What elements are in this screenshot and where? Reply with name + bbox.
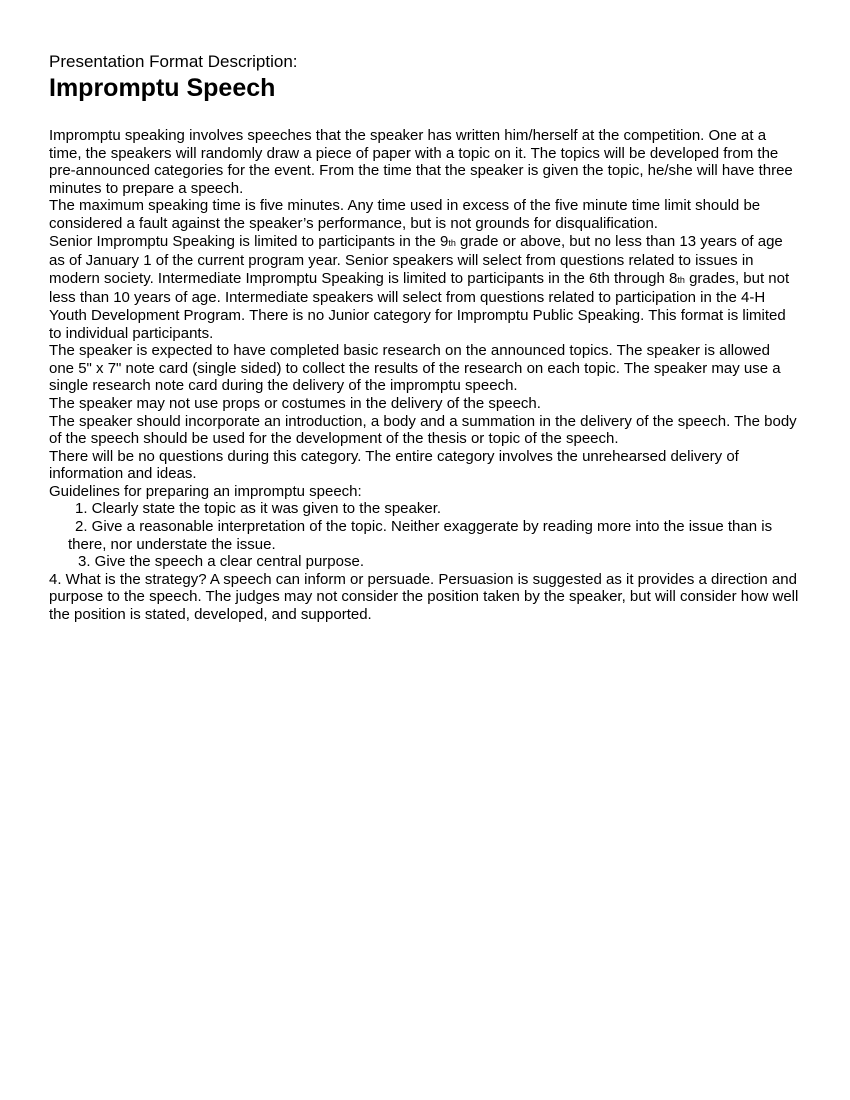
paragraph-speech-structure: The speaker should incorporate an introduction, a body and a summation in the delivery of the speech. The body of the speech should be used for the development of the thesis or topic of the speech.	[49, 412, 797, 448]
guideline-item-3: 3. Give the speech a clear central purpose.	[78, 553, 364, 571]
guideline-item-1: 1. Clearly state the topic as it was given to the speaker.	[75, 500, 442, 518]
paragraph-no-props: The speaker may not use props or costumes in the delivery of the speech.	[49, 394, 541, 412]
paragraph-research-notecard: The speaker is expected to have completed basic research on the announced topics. The speaker is allowed one 5" x 7" note card (single sided) to collect the results of the research on each topic. The speaker may use a single research note card during the delivery of the impromptu speech.	[49, 342, 781, 395]
guideline-item-2: 2. Give a reasonable interpretation of the topic. Neither exaggerate by reading more into the issue than is there, nor understate the issue.	[68, 518, 773, 553]
doc-title: Impromptu Speech	[49, 74, 276, 102]
paragraph-strategy: 4. What is the strategy? A speech can inform or persuade. Persuasion is suggested as it provides a direction and purpose to the speech. The judges may not consider the position taken by the speaker, but will consider how well the position is stated, developed, and supported.	[49, 570, 799, 624]
paragraph-eligibility: Senior Impromptu Speaking is limited to participants in the 9th grade or above, but no less than 13 years of age as of January 1 of the current program year. Senior speakers will select from questions related to issues in modern society. Intermediate Impromptu Speaking is limited to participants in the 6th through 8th grades, but not less than 10 years of age. Intermediate speakers will select from questions related to participation in the 4-H Youth Development Program. There is no Junior category for Impromptu Public Speaking. This format is limited to individual participants.	[49, 232, 790, 342]
doc-format-label: Presentation Format Description:	[49, 52, 298, 71]
guidelines-heading: Guidelines for preparing an impromptu speech:	[49, 482, 362, 500]
paragraph-time-limit: The maximum speaking time is five minutes. Any time used in excess of the five minute time limit should be considered a fault against the speaker’s performance, but is not grounds for disqualification.	[49, 197, 761, 232]
paragraph-no-questions: There will be no questions during this category. The entire category involves the unrehearsed delivery of information and ideas.	[49, 447, 739, 483]
document-body	[49, 127, 799, 624]
paragraph-overview: Impromptu speaking involves speeches that the speaker has written him/herself at the competition. One at a time, the speakers will randomly draw a piece of paper with a topic on it. The topics will be developed from the pre-announced categories for the event. From the time that the speaker is given the topic, he/she will have three minutes to prepare a speech.	[49, 127, 793, 197]
